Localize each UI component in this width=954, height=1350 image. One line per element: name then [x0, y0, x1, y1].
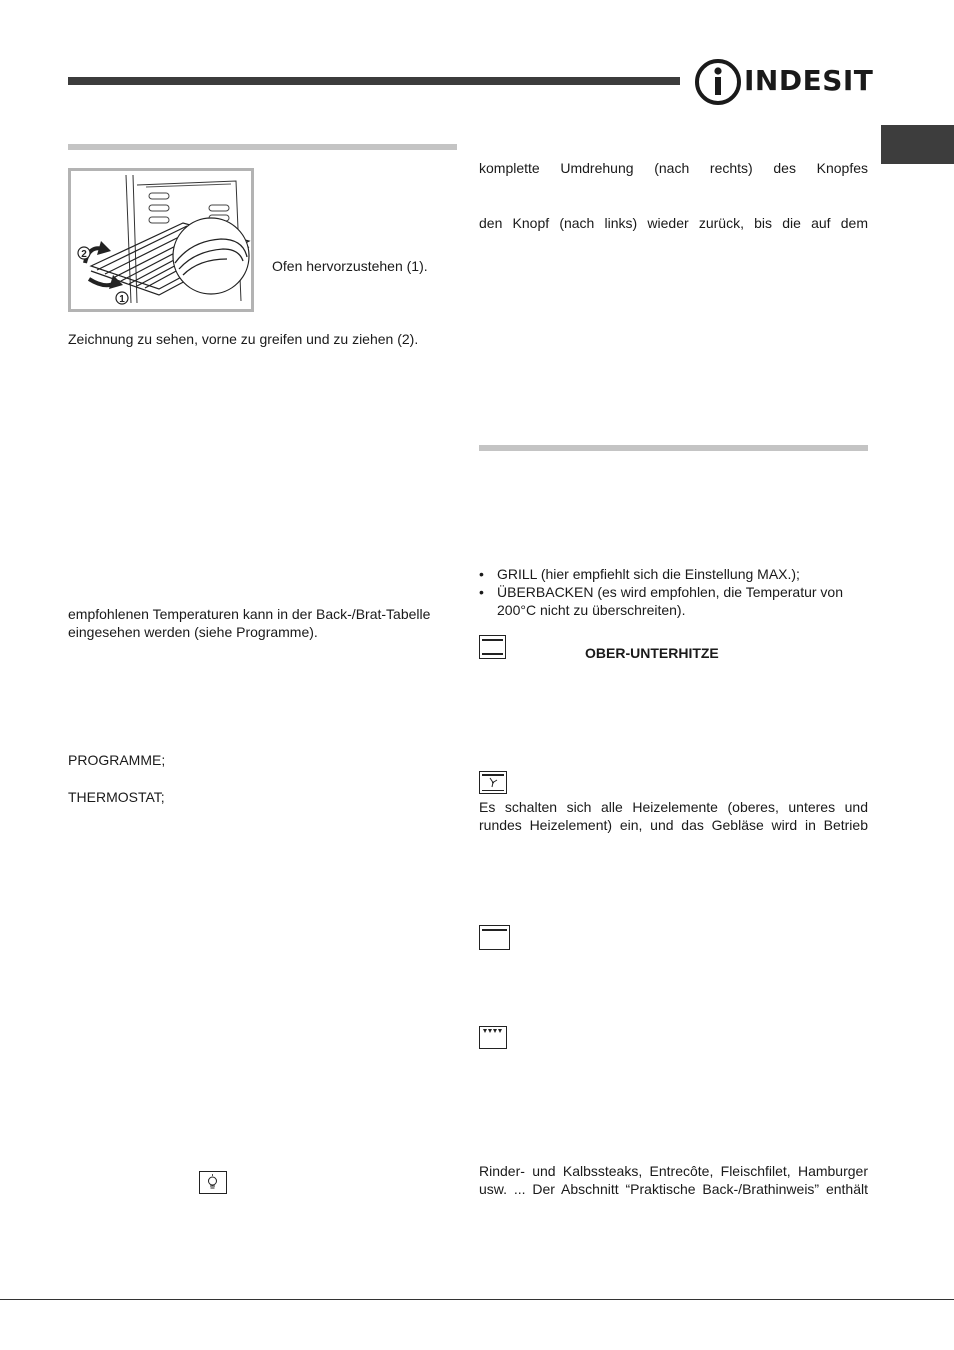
figure-marker-2: 2: [81, 249, 87, 260]
left-paragraph-2-line-2: eingesehen werden (siehe Programme).: [68, 624, 318, 640]
grill-para-line-2: usw. ... Der Abschnitt “Praktische Back-/Brathinweis” enthält: [479, 1181, 868, 1197]
ober-unterhitze-label: OBER-UNTERHITZE: [585, 645, 719, 661]
fan-para-line-1: Es schalten sich alle Heizelemente (oberes, unteres und: [479, 799, 868, 815]
brand-name: INDESIT: [744, 64, 874, 97]
footer-rule: [0, 1299, 954, 1300]
oven-grill-icon: [479, 1026, 507, 1049]
header-rule: [68, 77, 680, 85]
fan-para-line-2: rundes Heizelement) ein, und das Gebläse wird in Betrieb: [479, 817, 868, 833]
mode-bullet-list: [479, 565, 868, 619]
left-paragraph-1: Zeichnung zu sehen, vorne zu greifen und zu ziehen (2).: [68, 331, 419, 347]
language-tab: [881, 125, 954, 164]
section-rule-right: [479, 445, 868, 451]
oven-top-heat-icon: [479, 925, 510, 950]
list-item-programme: PROGRAMME;: [68, 752, 166, 768]
shelf-removal-figure: [68, 168, 254, 312]
figure-marker-1: 1: [119, 294, 125, 305]
bullet-ueberbacken: • ÜBERBACKEN (es wird empfohlen, die Temperatur von 200°C nicht zu überschreiten).: [479, 583, 868, 619]
oven-lamp-icon: [199, 1171, 227, 1194]
right-line-2: den Knopf (nach links) wieder zurück, bis die auf dem: [479, 215, 868, 231]
list-item-thermostat: THERMOSTAT;: [68, 789, 165, 805]
section-rule-left: [68, 144, 457, 150]
left-paragraph-2-line-1: empfohlenen Temperaturen kann in der Back-/Brat-Tabelle: [68, 606, 431, 622]
oven-top-bottom-heat-icon: [479, 635, 506, 659]
oven-fan-icon: [479, 771, 507, 794]
figure-caption: Ofen hervorzustehen (1).: [272, 258, 428, 274]
bullet-grill: • GRILL (hier empfiehlt sich die Einstellung MAX.);: [479, 565, 868, 583]
right-line-1: komplette Umdrehung (nach rechts) des Knopfes: [479, 160, 868, 176]
grill-para-line-1: Rinder- und Kalbssteaks, Entrecôte, Fleischfilet, Hamburger: [479, 1163, 868, 1179]
